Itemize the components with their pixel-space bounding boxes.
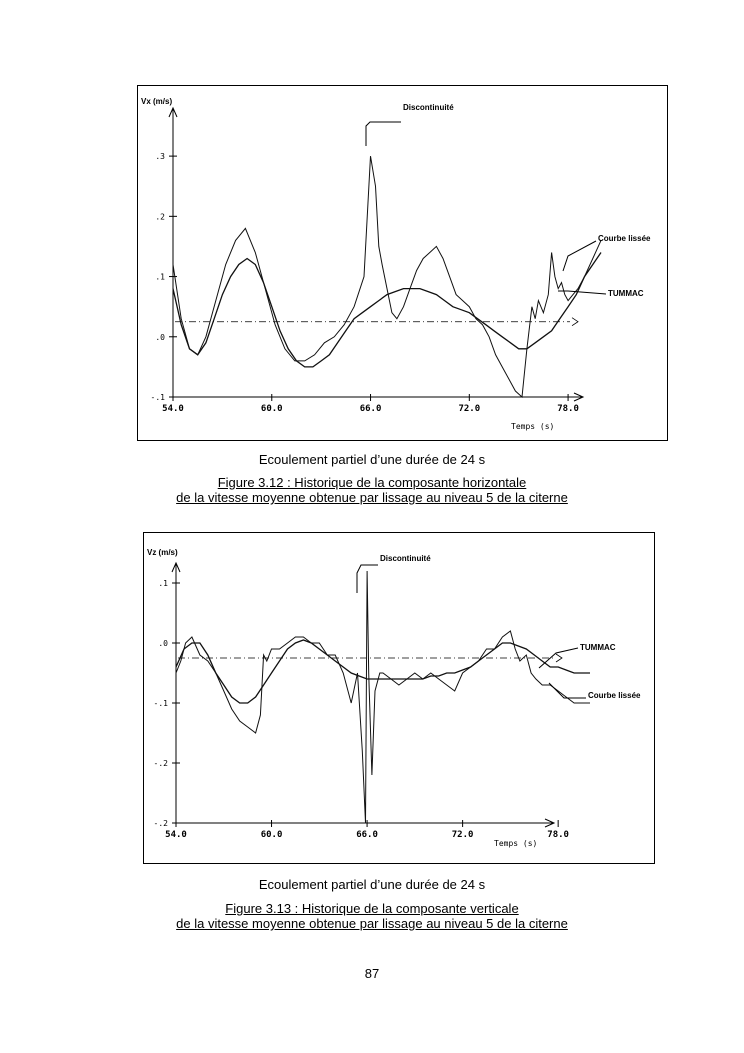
figure-1-x-axis-label: Temps (s)	[511, 422, 555, 431]
figure-1-annotation-tummac: TUMMAC	[608, 289, 644, 298]
figure-2-title-line-1: Figure 3.13 : Historique de la composante verticale	[225, 901, 519, 916]
figure-2-annotation-leader	[549, 683, 586, 698]
figure-2-x-tick-label: 66.0	[356, 830, 378, 840]
figure-2-y-tick-label: .0	[158, 639, 168, 648]
figure-1-y-tick-label: -.1	[150, 393, 165, 402]
figure-1-x-tick-label: 66.0	[359, 404, 382, 414]
figure-1-subtitle: Ecoulement partiel d’une durée de 24 s	[258, 452, 486, 467]
figure-1-x-tick-label: 78.0	[557, 404, 579, 414]
figure-1-annotation-discontinuite: Discontinuité	[403, 103, 454, 112]
page-number: 87	[364, 966, 380, 981]
figure-2-y-tick-label: -.2	[153, 759, 168, 768]
figure-2-chart-frame	[143, 532, 655, 864]
figure-2-series-courbe-lissee-line	[176, 640, 590, 703]
figure-1-series-tummac-line	[173, 156, 601, 397]
figure-2-subtitle: Ecoulement partiel d’une durée de 24 s	[258, 877, 486, 892]
figure-1-y-axis-label: Vx (m/s)	[141, 97, 173, 106]
figure-1-annotation-courbe-lissee: Courbe lissée	[598, 234, 651, 243]
figure-2-x-axis-label: Temps (s)	[494, 839, 538, 848]
figure-1-x-tick-label: 60.0	[260, 404, 283, 414]
figure-2-x-tick-label: 78.0	[547, 830, 569, 840]
figure-2-y-tick-label: -.2	[153, 819, 168, 828]
figure-1-y-tick-label: .2	[155, 212, 165, 222]
figure-1-annotation-leader	[558, 291, 606, 294]
figure-2-x-tick-label: 54.0	[165, 830, 187, 840]
figure-1-y-tick-label: .3	[155, 152, 165, 162]
figure-1-title-line-2: de la vitesse moyenne obtenue par lissage au niveau 5 de la citerne	[176, 490, 568, 505]
figure-1-x-tick-label: 72.0	[458, 404, 481, 414]
figure-2-series-tummac-line	[176, 571, 590, 823]
figure-1-annotation-leader	[366, 122, 401, 146]
figure-2-x-tick-label: 60.0	[260, 830, 283, 840]
figure-1-y-tick-label: .1	[155, 272, 165, 282]
figure-2-annotation-courbe-lissee: Courbe lissée	[588, 691, 641, 700]
figure-2-title-line-2: de la vitesse moyenne obtenue par lissage au niveau 5 de la citerne	[176, 916, 568, 931]
figure-2-annotation-discontinuite: Discontinuité	[380, 554, 431, 563]
figure-2-chart	[144, 533, 656, 865]
figure-2-y-axis-label: Vz (m/s)	[147, 548, 178, 557]
figure-1-title-line-1: Figure 3.12 : Historique de la composante horizontale	[217, 475, 527, 490]
figure-1-x-tick-label: 54.0	[162, 404, 184, 414]
figure-1-chart	[138, 86, 669, 442]
figure-2-y-tick-label: -.1	[153, 699, 168, 708]
figure-1-chart-frame	[137, 85, 668, 441]
figure-1-reference-arrow	[572, 318, 578, 326]
figure-2-annotation-tummac: TUMMAC	[580, 643, 616, 652]
figure-2-y-tick-label: .1	[158, 579, 168, 588]
figure-1-y-tick-label: .0	[155, 332, 165, 342]
figure-2-reference-arrow	[556, 654, 562, 662]
figure-2-x-tick-label: 72.0	[451, 830, 474, 840]
